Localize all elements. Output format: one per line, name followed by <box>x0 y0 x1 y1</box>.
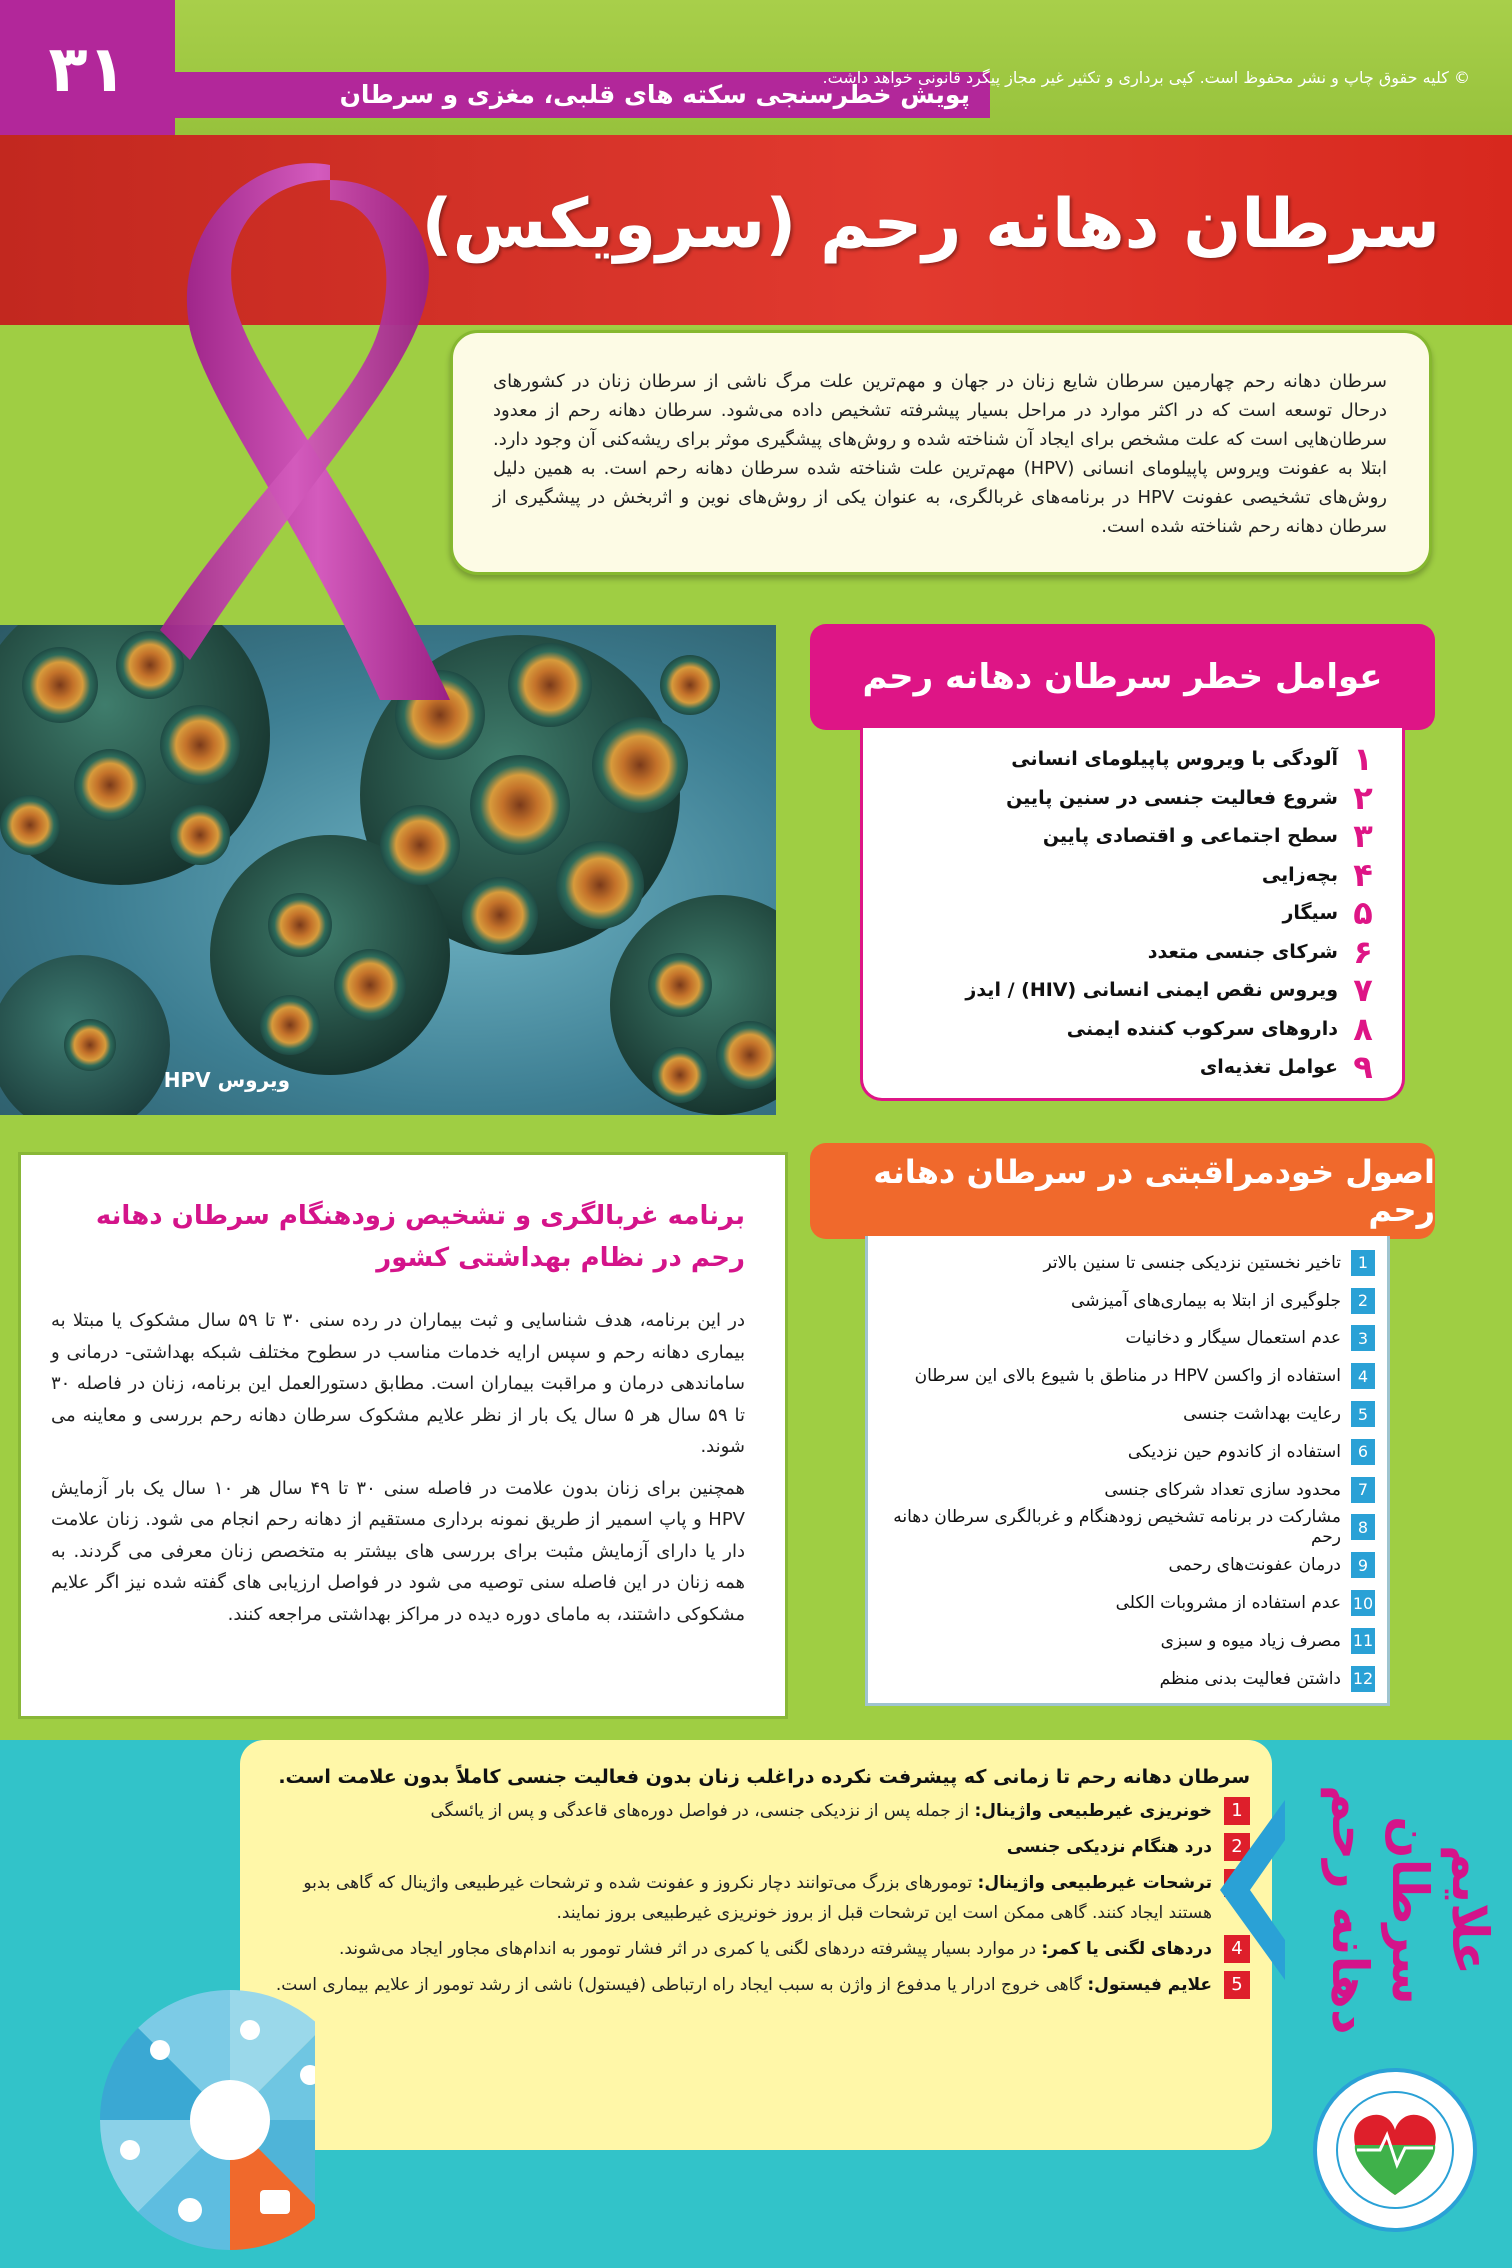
arrow-left-icon <box>1210 1780 1290 2000</box>
list-item: 7 محدود سازی تعداد شرکای جنسی <box>868 1471 1375 1509</box>
list-item: 6 استفاده از کاندوم حین نزدیکی <box>868 1433 1375 1471</box>
symptoms-title: علایم سرطان دهانه رحم <box>1321 1785 1499 2035</box>
list-item: 4 استفاده از واکسن HPV در مناطق با شیوع بالای این سرطان <box>868 1357 1375 1395</box>
list-item: 5 علایم فیستول: گاهی خروج ادرار یا مدفوع از واژن به سبب ایجاد راه ارتباطی (فیستول) ناشی از رشد تومور از علایم بیماری است. <box>270 1970 1250 2000</box>
list-item: 9 درمان عفونت‌های رحمی <box>868 1546 1375 1584</box>
list-item: 3 عدم استعمال سیگار و دخانیات <box>868 1320 1375 1358</box>
list-item: ۱ آلودگی با ویروس پاپیلومای انسانی <box>1011 740 1373 779</box>
list-item: ۸ داروهای سرکوب کننده ایمنی <box>1066 1009 1373 1048</box>
list-item: 5 رعایت بهداشت جنسی <box>868 1395 1375 1433</box>
list-item: ۲ شروع فعالیت جنسی در سنین پایین <box>1006 778 1373 817</box>
list-item: 8 مشارکت در برنامه تشخیص زودهنگام و غربالگری سرطان دهانه رحم <box>868 1509 1375 1547</box>
list-item: 1 تاخیر نخستین نزدیکی جنسی تا سنین بالاتر <box>868 1244 1375 1282</box>
screening-paragraph: همچنین برای زنان بدون علامت در فاصله سنی ۳۰ تا ۴۹ سال هر ۱۰ سال یک بار آزمایش HPV و پاپ اسمیر از طریق نمونه برداری مستقیم از دهانه رحم انجام می شود. زنان علامت دار یا دارای آزمایش مثبت برای بررسی های بیشتر به متخصص زنان معرفی می گردند. به همه زنان در این فاصله سنی توصیه می شود در فواصل ارزیابی های گفته شده نیز اگر علایم مشکوکی داشتند، به مامای دوره دیده در مراکز بهداشتی مراجعه کنند. <box>51 1477 746 1625</box>
list-item: 2 درد هنگام نزدیکی جنسی <box>270 1832 1250 1862</box>
list-item: 4 دردهای لگنی یا کمر: در موارد بسیار پیشرفته دردهای لگنی یا کمری در اثر فشار تومور به اندام‌های مجاور ایجاد می‌شوند. <box>270 1934 1250 1964</box>
list-item: 11 مصرف زیاد میوه و سبزی <box>868 1622 1375 1660</box>
symptoms-intro: سرطان دهانه رحم تا زمانی که پیشرفت نکرده دراغلب زنان بدون فعالیت جنسی کاملاً بدون علامت است. <box>278 1766 1250 1788</box>
screening-title: برنامه غربالگری و تشخیص زودهنگام سرطان دهانه رحم در نظام بهداشتی کشور <box>95 1201 745 1273</box>
list-item: ترشحات غیرطبیعی واژینال: تومورهای بزرگ می‌توانند دچار نکروز و عفونت شده و ترشحات غیرطبیعی واژینال که گاهی بدبو هستند ایجاد کنند. گاهی ممکن است این ترشحات قبل از بروز خونریزی غیرطبیعی بروز نمایند. <box>270 1868 1250 1928</box>
list-item: 2 جلوگیری از ابتلا به بیماری‌های آمیزشی <box>868 1282 1375 1320</box>
list-item: ۴ بچه‌زایی <box>1261 855 1373 894</box>
risk-factors-list <box>860 728 1405 1101</box>
list-item: ۹ عوامل تغذیه‌ای <box>1199 1048 1373 1087</box>
self-care-list <box>865 1236 1390 1706</box>
list-item: ۳ سطح اجتماعی و اقتصادی پایین <box>1042 817 1373 856</box>
page-title: سرطان دهانه رحم (سرویکس) <box>421 185 1440 264</box>
list-item: 1 خونریزی غیرطبیعی واژینال: از جمله پس از نزدیکی جنسی، در فواصل دوره‌های قاعدگی و پس از یائسگی <box>270 1796 1250 1826</box>
symptoms-box <box>240 1740 1272 2150</box>
page-number: ۳۱ <box>0 0 175 140</box>
health-icons-wheel <box>55 1920 315 2250</box>
list-item: ۷ ویروس نقص ایمنی انسانی (HIV) / ایدز <box>965 971 1373 1010</box>
campaign-logo <box>1305 2060 1485 2240</box>
awareness-ribbon-icon <box>150 160 510 710</box>
list-item: 12 داشتن فعالیت بدنی منظم <box>868 1660 1375 1698</box>
list-item: 10 عدم استفاده از مشروبات الکلی <box>868 1584 1375 1622</box>
screening-body <box>51 1305 745 1630</box>
screening-section <box>18 1152 788 1719</box>
self-care-heading: اصول خودمراقبتی در سرطان دهانه رحم <box>810 1143 1435 1239</box>
risk-factors-heading: عوامل خطر سرطان دهانه رحم <box>810 624 1435 730</box>
copyright-notice: © کلیه حقوق چاپ و نشر محفوظ است. کپی برداری و تکثیر غیر مجاز پیگرد قانونی خواهد داشت. <box>822 68 1470 87</box>
list-item: ۶ شرکای جنسی متعدد <box>1147 932 1373 971</box>
list-item: ۵ سیگار <box>1282 894 1373 933</box>
intro-text: سرطان دهانه رحم چهارمین سرطان شایع زنان در جهان و مهم‌ترین علت مرگ ناشی از سرطان زنان در کشورهای درحال توسعه است که در اکثر موارد در مراحل بسیار پیشرفته تشخیص داده می‌شود. سرطان دهانه رحم از معدود سرطان‌هایی است که علت مشخص برای ایجاد آن شناخته شده و روش‌های پیشگیری موثر برای ریشه‌کنی آن وجود دارد. ابتلا به عفونت ویروس پاپیلومای انسانی (HPV) مهم‌ترین علت شناخته شده سرطان دهانه رحم است. به همین دلیل روش‌های تشخیصی عفونت HPV در برنامه‌های غربالگری، به عنوان یکی از روش‌های نوین و اثربخش در پیشگیری از سرطان دهانه رحم شناخته شده است. <box>450 330 1432 575</box>
series-title: پویش خطرسنجی سکته های قلبی، مغزی و سرطان <box>170 72 990 118</box>
screening-paragraph: در این برنامه، هدف شناسایی و ثبت بیماران در رده سنی ۳۰ تا ۵۹ سال مشکوک یا مبتلا به بیماری دهانه رحم و سپس ارایه خدمات مناسب در سطوح مختلف شبکه بهداشتی- درمانی و ساماندهی درمان و مراقبت بیماران است. مطابق دستورالعمل این برنامه، زنان در فاصله ۳۰ تا ۵۹ سال هر ۵ سال یک بار از نظر علایم مشکوک سرطان دهانه رحم بررسی و معاینه می شوند. <box>51 1310 746 1457</box>
virus-caption: ویروس HPV <box>163 1068 290 1092</box>
